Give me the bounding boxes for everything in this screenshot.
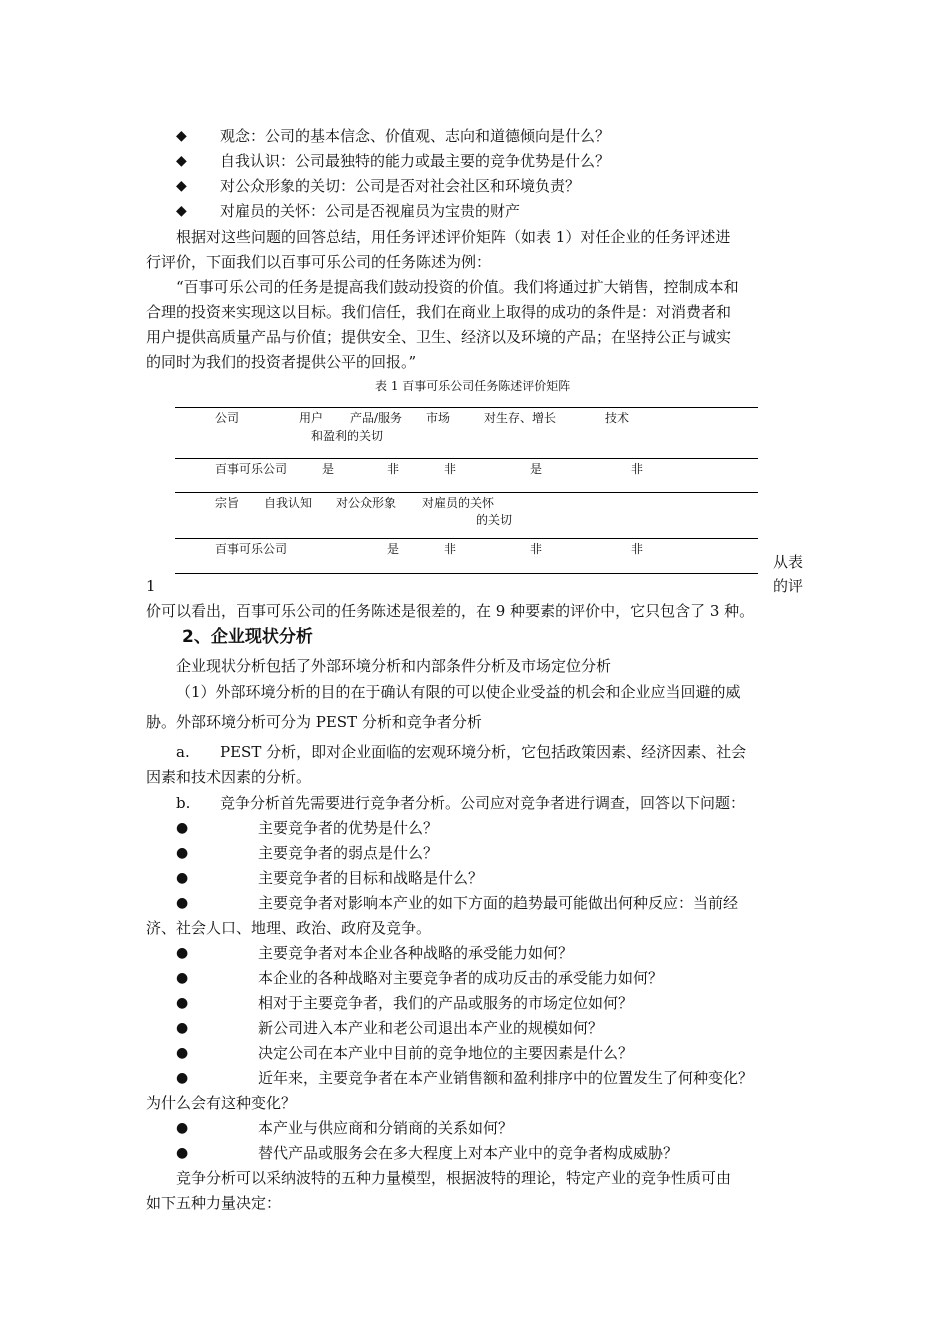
table-cell: 百事可乐公司 — [215, 542, 288, 556]
bullet-text-3: 对公众形象的关切：公司是否对社会社区和环境负责？ — [220, 177, 581, 195]
question-item: 本企业的各种战略对主要竞争者的成功反击的承受能力如何？ — [258, 969, 664, 987]
table-cell: 非 — [631, 542, 644, 556]
circle-bullet-icon: ● — [176, 895, 189, 911]
table-header-cell: 技术 — [605, 411, 630, 425]
item-a-label: a. — [176, 743, 190, 761]
table-rule — [175, 492, 758, 493]
table-cell: 非 — [387, 462, 400, 476]
question-item-continued: 济、社会人口、地理、政治、政府及竞争。 — [146, 919, 432, 937]
quote-line-2: 合理的投资来实现这以目标。我们信任，我们在商业上取得的成功的条件是：对消费者和 — [146, 303, 732, 321]
table-rule — [175, 407, 758, 408]
table-header-cell: 对雇员的关怀 — [422, 496, 495, 510]
table-header-cell: 用户 — [299, 411, 324, 425]
circle-bullet-icon: ● — [176, 820, 189, 836]
table-rule — [175, 458, 758, 459]
section-paragraph-2-line-1: （1）外部环境分析的目的在于确认有限的可以使企业受益的机会和企业应当回避的威 — [176, 683, 741, 701]
table-header-cell: 和盈利的关切 — [311, 429, 384, 443]
table-header-cell: 产品/服务 — [350, 411, 403, 425]
quote-line-1: “百事可乐公司的任务是提高我们鼓动投资的价值。我们将通过扩大销售，控制成本和 — [176, 278, 739, 296]
item-b-label: b. — [176, 794, 191, 812]
circle-bullet-icon: ● — [176, 1070, 189, 1086]
table-cell: 非 — [444, 542, 457, 556]
after-table-side-1: 从表 — [773, 553, 804, 571]
bullet-text-1: 观念：公司的基本信念、价值观、志向和道德倾向是什么？ — [220, 127, 611, 145]
item-a-line-1: PEST 分析，即对企业面临的宏观环境分析，它包括政策因素、经济因素、社会 — [220, 743, 747, 761]
table-header-cell: 公司 — [215, 411, 240, 425]
bullet-text-2: 自我认识：公司最独特的能力或最主要的竞争优势是什么？ — [220, 152, 611, 170]
after-table-number: 1 — [146, 577, 156, 595]
closing-line-1: 竞争分析可以采纳波特的五种力量模型，根据波特的理论，特定产业的竞争性质可由 — [176, 1169, 732, 1187]
section-paragraph-2-line-2: 胁。外部环境分析可分为 PEST 分析和竞争者分析 — [146, 713, 482, 731]
table-header-cell: 对生存、增长 — [484, 411, 557, 425]
table-cell: 百事可乐公司 — [215, 462, 288, 476]
after-table-side-2: 的评 — [773, 577, 804, 595]
circle-bullet-icon: ● — [176, 945, 189, 961]
table-cell: 非 — [444, 462, 457, 476]
question-item: 本产业与供应商和分销商的关系如何？ — [258, 1119, 514, 1137]
question-item-continued: 为什么会有这种变化？ — [146, 1094, 297, 1112]
intro-line-1: 根据对这些问题的回答总结，用任务评述评价矩阵（如表 1）对任企业的任务评述进 — [176, 228, 731, 246]
section-heading: 2、企业现状分析 — [182, 627, 313, 647]
closing-line-2: 如下五种力量决定： — [146, 1194, 282, 1212]
question-item: 近年来，主要竞争者在本产业销售额和盈利排序中的位置发生了何种变化？ — [258, 1069, 754, 1087]
item-a-line-2: 因素和技术因素的分析。 — [146, 768, 312, 786]
quote-line-3: 用户提供高质量产品与价值；提供安全、卫生、经济以及环境的产品；在坚持公正与诚实 — [146, 328, 732, 346]
table-rule — [175, 573, 758, 574]
question-item: 主要竞争者对影响本产业的如下方面的趋势最可能做出何种反应：当前经 — [258, 894, 739, 912]
question-item: 主要竞争者对本企业各种战略的承受能力如何？ — [258, 944, 574, 962]
question-item: 决定公司在本产业中目前的竞争地位的主要因素是什么？ — [258, 1044, 634, 1062]
circle-bullet-icon: ● — [176, 1045, 189, 1061]
intro-line-2: 行评价，下面我们以百事可乐公司的任务陈述为例： — [146, 253, 492, 271]
table-caption: 表 1 百事可乐公司任务陈述评价矩阵 — [375, 379, 571, 393]
table-header-cell: 自我认知 — [264, 496, 313, 510]
question-item: 相对于主要竞争者，我们的产品或服务的市场定位如何？ — [258, 994, 634, 1012]
diamond-bullet-icon: ◆ — [176, 203, 187, 219]
question-item: 主要竞争者的优势是什么？ — [258, 819, 439, 837]
circle-bullet-icon: ● — [176, 1020, 189, 1036]
table-cell: 是 — [387, 542, 400, 556]
circle-bullet-icon: ● — [176, 995, 189, 1011]
diamond-bullet-icon: ◆ — [176, 153, 187, 169]
circle-bullet-icon: ● — [176, 970, 189, 986]
table-cell: 非 — [530, 542, 543, 556]
table-header-cell: 的关切 — [476, 513, 513, 527]
quote-line-4: 的同时为我们的投资者提供公平的回报。” — [146, 353, 417, 371]
table-rule — [175, 538, 758, 539]
table-header-cell: 市场 — [426, 411, 451, 425]
question-item: 主要竞争者的目标和战略是什么？ — [258, 869, 484, 887]
circle-bullet-icon: ● — [176, 1120, 189, 1136]
table-header-cell: 对公众形象 — [336, 496, 397, 510]
question-item: 替代产品或服务会在多大程度上对本产业中的竞争者构成威胁？ — [258, 1144, 679, 1162]
circle-bullet-icon: ● — [176, 845, 189, 861]
table-cell: 非 — [631, 462, 644, 476]
table-cell: 是 — [322, 462, 335, 476]
after-table-line: 价可以看出，百事可乐公司的任务陈述是很差的，在 9 种要素的评价中，它只包含了 3 种。 — [146, 602, 755, 620]
item-b-line-1: 竞争分析首先需要进行竞争者分析。公司应对竞争者进行调查，回答以下问题： — [220, 794, 746, 812]
bullet-text-4: 对雇员的关怀：公司是否视雇员为宝贵的财产 — [220, 202, 521, 220]
question-item: 新公司进入本产业和老公司退出本产业的规模如何？ — [258, 1019, 604, 1037]
diamond-bullet-icon: ◆ — [176, 178, 187, 194]
section-paragraph-1: 企业现状分析包括了外部环境分析和内部条件分析及市场定位分析 — [176, 657, 612, 675]
diamond-bullet-icon: ◆ — [176, 128, 187, 144]
circle-bullet-icon: ● — [176, 1145, 189, 1161]
table-cell: 是 — [530, 462, 543, 476]
table-header-cell: 宗旨 — [215, 496, 240, 510]
question-item: 主要竞争者的弱点是什么？ — [258, 844, 439, 862]
circle-bullet-icon: ● — [176, 870, 189, 886]
